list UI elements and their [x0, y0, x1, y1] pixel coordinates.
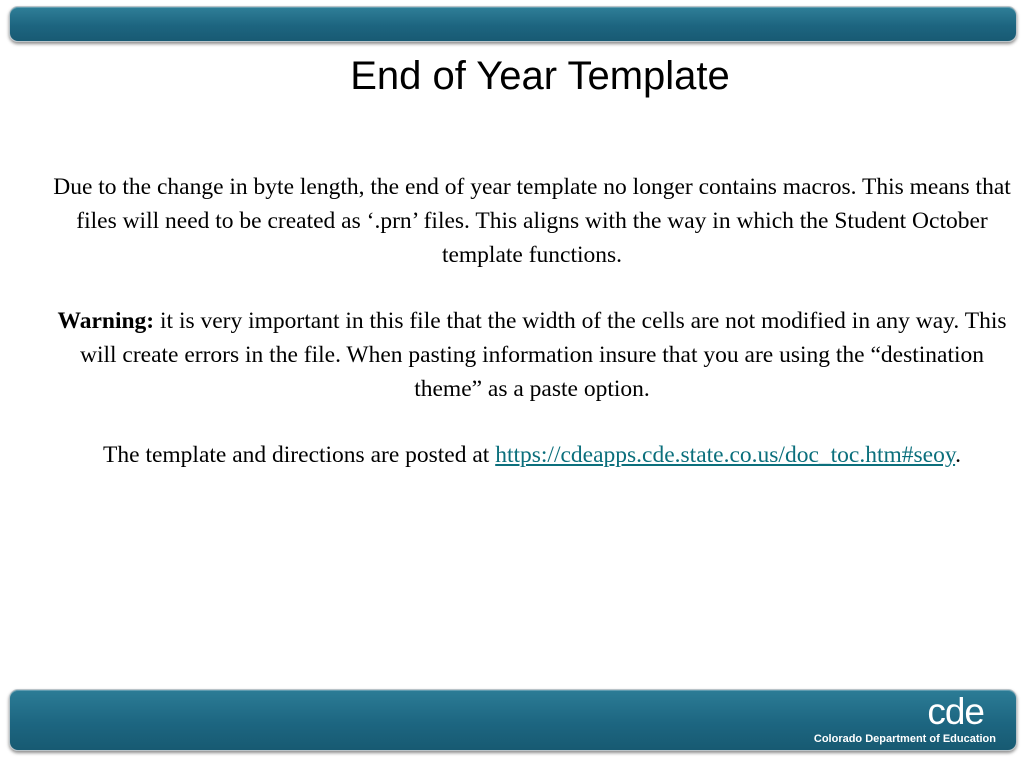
- header-bar: [9, 6, 1017, 42]
- logo-org-name: Colorado Department of Education: [813, 733, 996, 745]
- link-suffix: .: [955, 442, 961, 468]
- warning-label: Warning:: [57, 308, 155, 334]
- template-link[interactable]: https://cdeapps.cde.state.co.us/doc_toc.htm#seoy: [495, 442, 956, 468]
- intro-paragraph: Due to the change in byte length, the end of year template no longer contains macros. This means that files will need to be created as ‘.prn’ files. This aligns with the way in which the Student October template functions.: [53, 174, 1011, 268]
- slide-title: End of Year Template: [350, 54, 730, 98]
- posted-paragraph: [44, 438, 1020, 472]
- cde-logo: [776, 691, 996, 746]
- warning-text: it is very important in this file that the width of the cells are not modified in any way. This will create errors in the file. When pasting information insure that you are using the “destination theme” as a paste option.: [79, 308, 1007, 402]
- posted-text: The template and directions are posted at: [103, 442, 496, 468]
- slide-body: [44, 170, 1020, 504]
- warning-paragraph: [44, 304, 1020, 406]
- footer-bar: [9, 689, 1017, 751]
- logo-mark: cde: [927, 691, 984, 732]
